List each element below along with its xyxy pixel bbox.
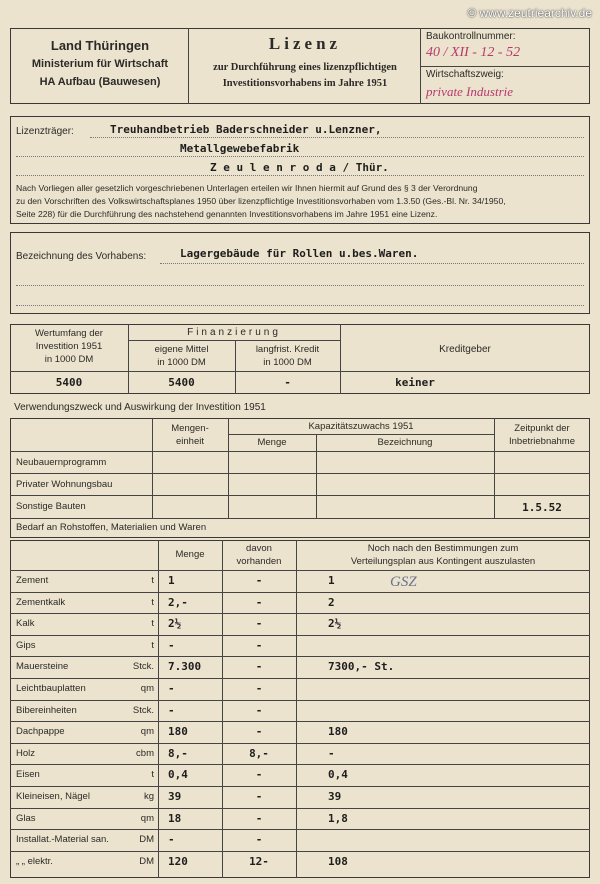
material-unit: t	[151, 639, 154, 651]
material-qty: -	[168, 638, 175, 652]
branch-label: Wirtschaftszweig:	[426, 69, 504, 80]
material-available: -	[255, 703, 263, 717]
purpose-h-capacity: Kapazitätszuwachs 1951	[308, 421, 414, 432]
material-qty: 180	[168, 725, 188, 739]
material-available: -	[255, 660, 263, 674]
mat-h-avail-2: vorhanden	[236, 556, 282, 567]
control-number-value: 40 / XII - 12 - 52	[426, 45, 521, 60]
material-remaining: 108	[328, 854, 348, 868]
purpose-title: Verwendungszweck und Auswirkung der Investition 1951	[14, 402, 266, 413]
material-unit: t	[151, 769, 154, 781]
watermark: © www.zeutriearchiv.de	[467, 6, 592, 20]
material-available: -	[255, 790, 263, 803]
material-name: Kleineisen, Nägel	[16, 791, 90, 802]
material-name: Mauersteine	[16, 661, 69, 673]
material-qty: -	[168, 682, 175, 695]
purpose-row-1: Neubauernprogramm	[16, 457, 107, 468]
fin-own: 5400	[168, 376, 195, 389]
material-remaining: -	[328, 746, 335, 760]
purpose-row-3: Sonstige Bauten	[16, 501, 86, 512]
mat-h-rest-2: Verteilungsplan aus Kontingent auszulasten	[350, 556, 536, 567]
material-available: -	[255, 617, 263, 631]
material-unit: Stck.	[132, 704, 154, 716]
purpose-h-unit-1: Mengen-	[171, 423, 209, 434]
project-box	[10, 232, 590, 314]
material-unit: qm	[140, 812, 154, 824]
purpose-h-date-2: Inbetriebnahme	[508, 436, 576, 447]
legal-text-3: Seite 228) für die Durchführung des nachstehend genannten Investitionsvorhabens im Jahre 1951 eine Lizenz.	[16, 209, 438, 219]
authority-line-1: Land Thüringen	[50, 38, 150, 53]
subtitle-line-2: Investitionsvorhabens im Jahre 1951	[222, 78, 388, 89]
purpose-h-qty: Menge	[257, 437, 287, 448]
material-qty: 120	[168, 854, 188, 868]
material-remaining: 1	[328, 574, 335, 587]
materials-title: Bedarf an Rohstoffen, Materialien und Waren	[16, 522, 207, 533]
material-name: Zementkalk	[16, 596, 66, 608]
material-name: Holz	[16, 747, 36, 759]
fin-h-value-3: in 1000 DM	[44, 354, 94, 365]
project-value: Lagergebäude für Rollen u.bes.Waren.	[180, 247, 419, 260]
project-label: Bezeichnung des Vorhabens:	[16, 251, 147, 262]
material-name: Zement	[16, 575, 49, 586]
material-name: Bibereinheiten	[16, 704, 77, 716]
material-unit: t	[151, 596, 154, 608]
material-name: Kalk	[16, 618, 35, 630]
material-qty: 7.300	[168, 660, 202, 674]
material-unit: Stck.	[132, 661, 154, 673]
fin-h-credit-1: langfrist. Kredit	[255, 344, 320, 355]
material-available: -	[255, 574, 263, 587]
mat-h-avail-1: davon	[246, 543, 272, 554]
material-available: -	[255, 725, 263, 739]
material-name: Glas	[16, 812, 36, 824]
fin-h-own-2: in 1000 DM	[157, 357, 206, 368]
subtitle-line-1: zur Durchführung eines lizenzpflichtigen	[213, 62, 397, 73]
material-available: -	[255, 682, 263, 695]
material-name: Leichtbauplatten	[16, 683, 86, 694]
material-qty: 2,-	[168, 595, 188, 609]
material-qty: 18	[168, 811, 182, 825]
purpose-date-value: 1.5.52	[522, 501, 562, 514]
material-available: -	[255, 833, 263, 847]
material-name: Eisen	[16, 769, 40, 781]
purpose-row-2: Privater Wohnungsbau	[16, 479, 113, 490]
material-name: Installat.-Material san.	[16, 834, 109, 846]
authority-line-3: HA Aufbau (Bauwesen)	[39, 76, 161, 88]
fin-h-value-1: Wertumfang der	[35, 328, 103, 339]
material-remaining: 2	[328, 595, 335, 609]
material-unit: DM	[139, 855, 154, 867]
fin-h-credit-2: in 1000 DM	[263, 357, 312, 368]
holder-line-2: Metallgewebefabrik	[180, 142, 300, 155]
material-remaining: 39	[328, 790, 342, 803]
material-available: 12-	[249, 854, 269, 868]
material-available: -	[255, 768, 263, 782]
fin-h-own-1: eigene Mittel	[154, 344, 209, 355]
holder-line-1: Treuhandbetrieb Baderschneider u.Lenzner,	[110, 123, 382, 136]
legal-text-2: zu den Vorschriften des Volkswirtschaftsplanes 1950 über lizenzpflichtige Investitionsvorhaben vom 1.3.50 (Ges.-Bl. Nr. 34/1950,	[16, 196, 506, 206]
branch-value: private Industrie	[426, 84, 514, 99]
authority-line-2: Ministerium für Wirtschaft	[31, 58, 169, 70]
material-name: Gips	[16, 639, 36, 651]
purpose-h-unit-2: einheit	[176, 436, 204, 447]
fin-h-finance: Finanzierung	[187, 327, 281, 338]
material-remaining: 180	[328, 725, 348, 739]
material-qty: -	[168, 833, 175, 847]
material-name: „ „ elektr.	[16, 855, 53, 867]
gsz-annotation: GSZ	[390, 574, 417, 590]
material-remaining: 2½	[328, 617, 342, 631]
material-unit: qm	[140, 683, 154, 694]
material-available: -	[255, 811, 263, 825]
holder-line-3: Z e u l e n r o d a / Thür.	[210, 161, 389, 174]
material-qty: 1	[168, 574, 175, 587]
material-unit: t	[151, 575, 154, 586]
material-qty: 2½	[168, 617, 182, 631]
material-name: Dachpappe	[16, 726, 65, 738]
purpose-h-date-1: Zeitpunkt der	[514, 423, 570, 434]
license-title: Lizenz	[268, 34, 342, 53]
material-available: 8,-	[249, 746, 269, 760]
material-unit: kg	[143, 791, 154, 802]
fin-h-value-2: Investition 1951	[35, 341, 103, 352]
fin-h-lender: Kreditgeber	[439, 344, 491, 355]
material-available: -	[255, 638, 263, 652]
material-remaining: 7300,- St.	[328, 660, 395, 674]
legal-text-1: Nach Vorliegen aller gesetzlich vorgeschriebenen Unterlagen erteilen wir Ihnen hiermit auf Grund des § 3 der Verordnung	[16, 183, 478, 193]
fin-value: 5400	[55, 376, 83, 389]
material-remaining: 0,4	[328, 768, 348, 782]
material-qty: 39	[168, 790, 182, 803]
material-unit: DM	[139, 834, 154, 846]
material-unit: qm	[140, 726, 154, 738]
fin-credit: -	[284, 376, 291, 389]
material-unit: cbm	[136, 747, 154, 759]
purpose-h-desc: Bezeichnung	[377, 437, 433, 448]
material-unit: t	[151, 618, 154, 630]
control-number-label: Baukontrollnummer:	[426, 31, 516, 42]
material-qty: 0,4	[168, 768, 188, 782]
material-remaining: 1,8	[328, 811, 348, 825]
mat-h-rest-1: Noch nach den Bestimmungen zum	[367, 543, 519, 554]
holder-label: Lizenzträger:	[16, 126, 74, 137]
material-qty: -	[168, 703, 175, 717]
mat-h-qty: Menge	[175, 549, 205, 560]
material-available: -	[255, 595, 263, 609]
material-qty: 8,-	[168, 746, 188, 760]
fin-lender: keiner	[395, 376, 435, 389]
